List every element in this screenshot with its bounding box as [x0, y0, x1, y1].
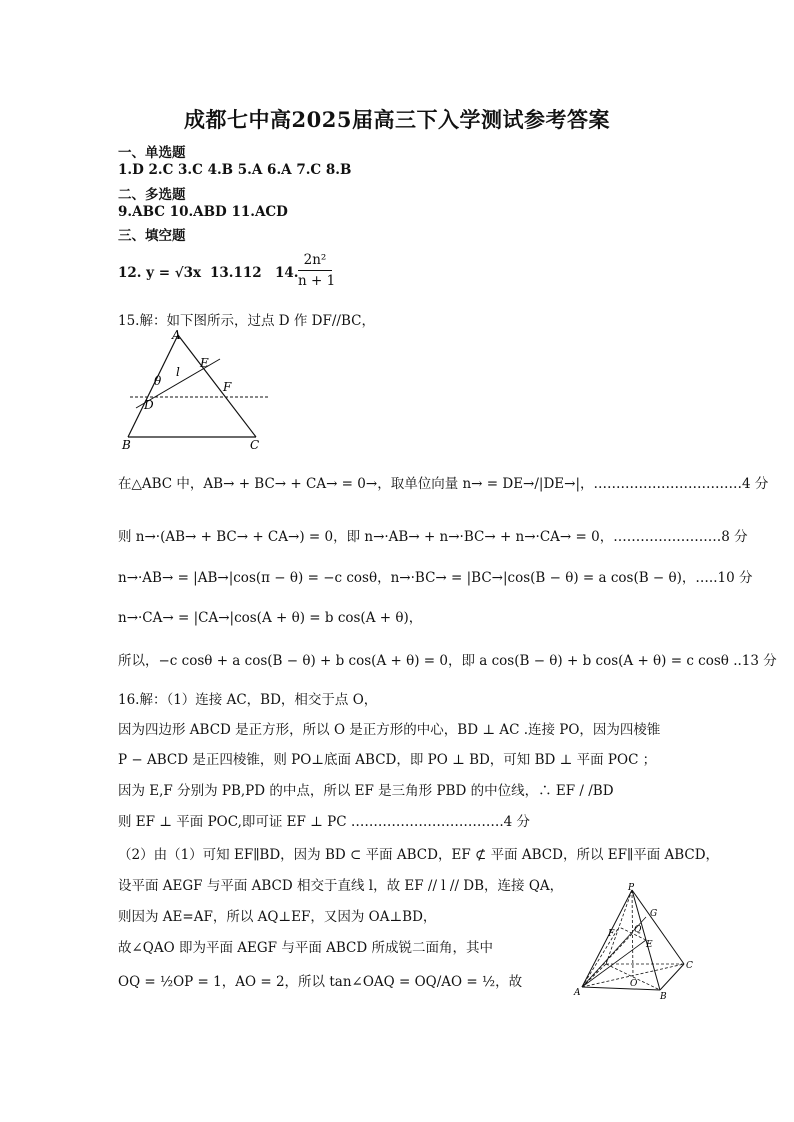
fig-label-G: G	[650, 909, 658, 919]
fig-label-D: D	[144, 398, 154, 412]
q16-line-3: P − ABCD 是正四棱锥，则 PO⊥底面 ABCD，即 PO ⊥ BD，可知 BD ⊥ 平面 POC ；	[118, 752, 657, 768]
q16-line-8: 则因为 AE=AF，所以 AQ⊥EF，又因为 OA⊥BD，	[118, 909, 437, 925]
fig-label-B: B	[660, 992, 667, 1000]
q16-line-5: 则 EF ⊥ 平面 POC,即可证 EF ⊥ PC …………………………….4 分	[118, 814, 531, 830]
q16-line-9: 故∠QAO 即为平面 AEGF 与平面 ABCD 所成锐二面角，其中	[118, 940, 493, 956]
q15-line-2: 则 n→·(AB→ + BC→ + CA→) = 0，即 n→·AB→ + n→·BC→ + n→·CA→ = 0，……………………8 分	[118, 529, 748, 545]
fig-label-F: F	[608, 929, 615, 939]
q16-pyramid-figure	[570, 882, 700, 1000]
fig-label-B: B	[122, 438, 131, 450]
section-single-choice: 一、单选题	[118, 145, 186, 161]
fig-label-E: E	[646, 940, 653, 950]
q15-triangle-figure	[118, 325, 278, 450]
multi-choice-answers: 9.ABC 10.ABD 11.ACD	[118, 204, 288, 220]
page-title: 成都七中高2025届高三下入学测试参考答案	[184, 107, 610, 132]
q15-line-3: n→·AB→ = |AB→|cos(π − θ) = −c cosθ，n→·BC→ = |BC→|cos(B − θ) = a cos(B − θ)，…..10 分	[118, 570, 753, 586]
q15-line-1: 在△ABC 中，AB→ + BC→ + CA→ = 0→，取单位向量 n→ = DE→/|DE→|，……………………………4 分	[118, 476, 769, 492]
fig-label-C: C	[686, 961, 693, 971]
fig-label-P: P	[628, 883, 635, 893]
q15-line-5: 所以，−c cosθ + a cos(B − θ) + b cos(A + θ) = 0，即 a cos(B − θ) + b cos(A + θ) = c cosθ ..13 分	[118, 653, 777, 669]
fig-label-E: E	[200, 356, 209, 370]
answer-q14-numerator: 2n²	[303, 252, 327, 268]
fig-label-theta: θ	[154, 374, 162, 388]
answer-q14-denominator: n + 1	[298, 273, 336, 289]
answer-q12: 12. y = √3x	[118, 265, 202, 281]
fig-label-O: O	[630, 979, 638, 989]
q16-line-2: 因为四边形 ABCD 是正方形，所以 O 是正方形的中心，BD ⊥ AC .连接 PO，因为四棱锥	[118, 722, 661, 738]
q16-line-7: 设平面 AEGF 与平面 ABCD 相交于直线 l，故 EF // l // DB，连接 QA，	[118, 878, 564, 894]
fig-label-F: F	[223, 380, 232, 394]
section-fill-in: 三、填空题	[118, 228, 186, 244]
fraction-bar	[298, 270, 332, 271]
q16-line-10: OQ = ½OP = 1，AO = 2，所以 tan∠OAQ = OQ/AO = ½，故	[118, 974, 523, 990]
q16-line-1: 16.解：（1）连接 AC，BD，相交于点 O，	[118, 692, 378, 708]
q15-intro: 15.解：如下图所示，过点 D 作 DF//BC，	[118, 313, 375, 329]
fig-label-l: l	[176, 365, 180, 379]
answer-q14-label: 14.	[275, 265, 299, 281]
single-choice-answers: 1.D 2.C 3.C 4.B 5.A 6.A 7.C 8.B	[118, 162, 352, 178]
fig-label-C: C	[250, 438, 260, 450]
q15-line-4: n→·CA→ = |CA→|cos(A + θ) = b cos(A + θ)，	[118, 610, 423, 626]
answer-q13: 13.112	[210, 265, 262, 281]
fig-label-A: A	[172, 328, 181, 342]
section-multi-choice: 二、多选题	[118, 187, 186, 203]
fig-label-Q: Q	[634, 925, 642, 935]
q16-line-6: （2）由（1）可知 EF∥BD，因为 BD ⊂ 平面 ABCD，EF ⊄ 平面 ABCD，所以 EF∥平面 ABCD，	[118, 847, 720, 863]
fig-label-A: A	[574, 988, 581, 998]
q16-line-4: 因为 E,F 分别为 PB,PD 的中点，所以 EF 是三角形 PBD 的中位线，∴ EF / /BD	[118, 783, 614, 799]
